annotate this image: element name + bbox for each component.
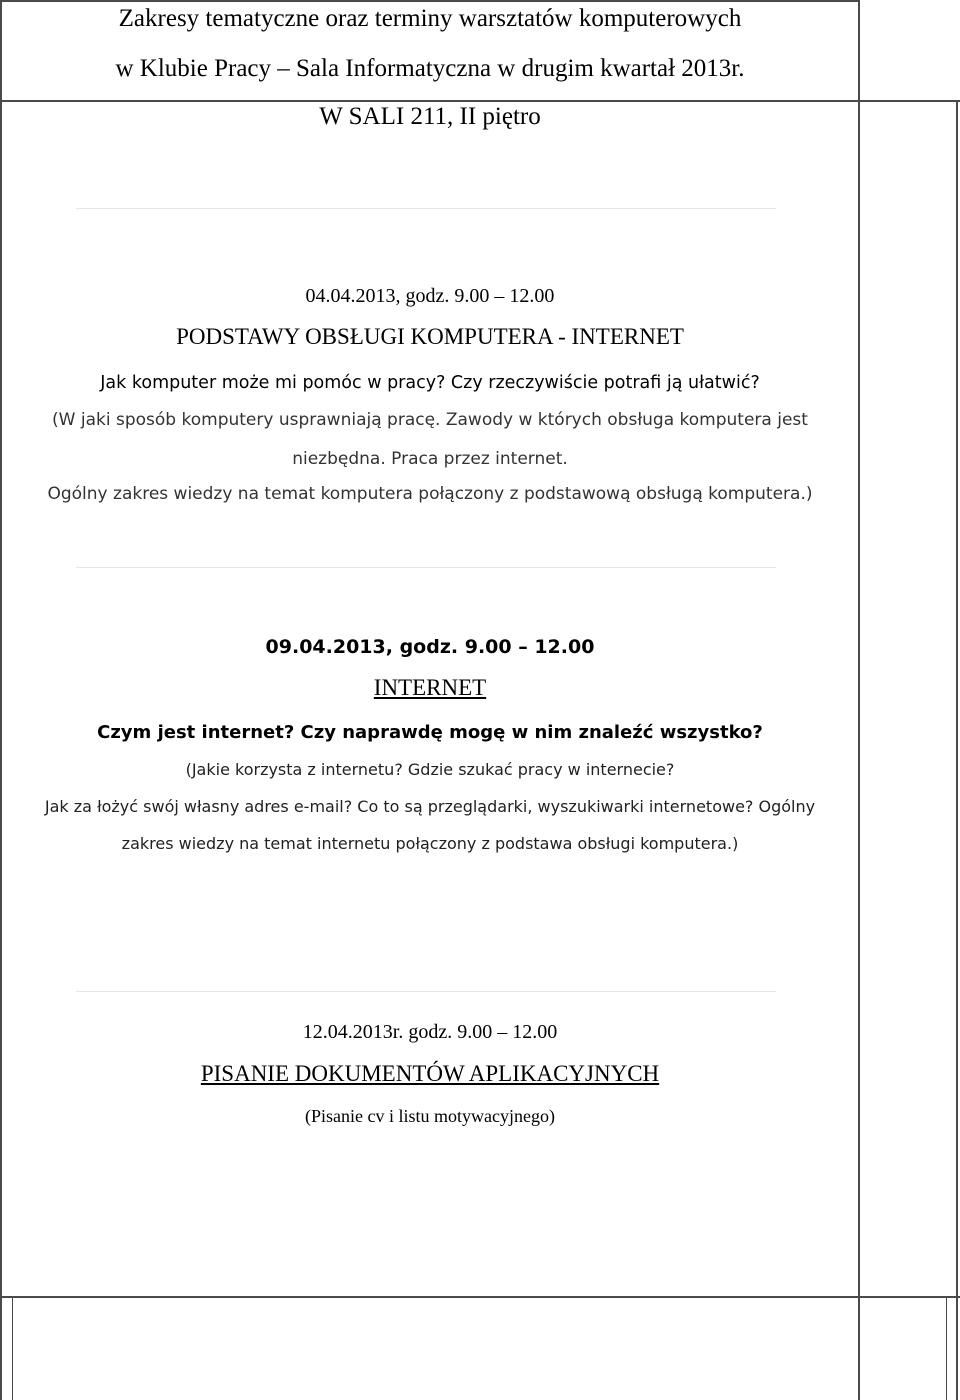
session-title: PODSTAWY OBSŁUGI KOMPUTERA - INTERNET <box>176 324 684 349</box>
session-description-line: Jak za łożyć swój własny adres e-mail? Co to są przeglądarki, wyszukiwarki internetowe? Ogólny <box>44 797 816 816</box>
session-date: 04.04.2013, godz. 9.00 – 12.00 <box>305 285 555 307</box>
session-date: 09.04.2013, godz. 9.00 – 12.00 <box>265 636 595 658</box>
session-title: INTERNET <box>373 675 487 700</box>
header-title-line-1: Zakresy tematyczne oraz terminy warsztatów komputerowych <box>118 5 742 32</box>
header-title-line-3: W SALI 211, II piętro <box>319 103 541 130</box>
session-description-line: zakres wiedzy na temat internetu połączony z podstawa obsługi komputera.) <box>121 834 739 853</box>
session-title: PISANIE DOKUMENTÓW APLIKACYJNYCH <box>200 1061 660 1086</box>
separator-1 <box>76 208 776 209</box>
header-title-line-2: w Klubie Pracy – Sala Informatyczna w drugim kwartał 2013r. <box>115 55 745 82</box>
frame-bottom-box-top <box>0 1296 960 1298</box>
separator-3 <box>76 991 776 992</box>
frame-right-edge-line <box>956 100 958 1400</box>
separator-2 <box>76 567 776 568</box>
session-description-line: (Jakie korzysta z internetu? Gdzie szukać pracy w internecie? <box>185 760 675 779</box>
session-description-line: (Pisanie cv i listu motywacyjnego) <box>305 1106 555 1126</box>
frame-top-line <box>0 0 860 2</box>
session-description-line: (W jaki sposób komputery usprawniają pracę. Zawody w których obsługa komputera jest <box>52 410 808 430</box>
session-description-line: niezbędna. Praca przez internet. <box>292 449 568 469</box>
session-description-line: Ogólny zakres wiedzy na temat komputera połączony z podstawową obsługą komputera.) <box>47 484 813 504</box>
session-subtitle: Czym jest internet? Czy naprawdę mogę w nim znaleźć wszystko? <box>97 722 763 743</box>
session-subtitle: Jak komputer może mi pomóc w pracy? Czy rzeczywiście potrafi ją ułatwić? <box>100 373 760 393</box>
frame-inner-left-line <box>12 1296 13 1400</box>
session-date: 12.04.2013r. godz. 9.00 – 12.00 <box>302 1021 558 1043</box>
frame-inner-right-line <box>946 1296 947 1400</box>
